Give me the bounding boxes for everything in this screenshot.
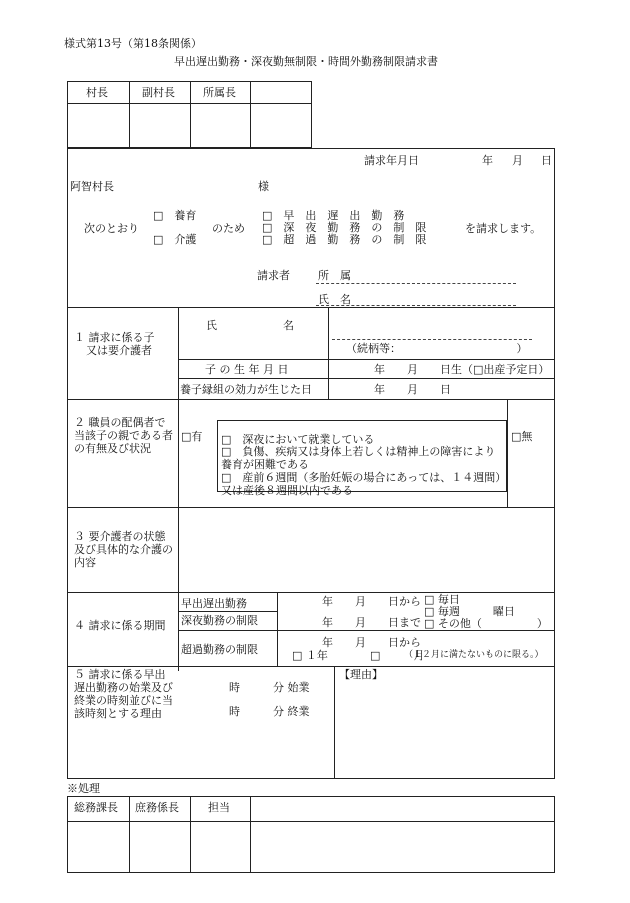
spouse-yes[interactable]: □有 [181,430,203,443]
period-overtime: 超過勤務の制限 [181,643,258,656]
opt-daily[interactable]: □ 毎日 [424,593,460,606]
for-label: のため [212,222,245,235]
care-option-childcare[interactable]: □ 養育 [153,209,197,222]
name-field[interactable] [316,305,516,306]
processing-label: ※処理 [67,782,100,795]
relation-field[interactable]: （続柄等： ） [346,342,528,355]
dept-label: 所 属 [318,269,351,282]
adopt-label: 養子縁組の効力が生じた日 [180,383,312,396]
period-from[interactable]: 年 月 日から [322,595,421,608]
end-time[interactable]: 時 分 終業 [229,705,310,718]
proc-col-chief: 庶務係長 [135,801,179,814]
overtime-months[interactable]: □ 月 [370,649,425,662]
work-option-early-late[interactable]: □ 早 出 遅 出 勤 務 [262,209,405,222]
overtime-from[interactable]: 年 月 日から [322,636,421,649]
sec3-label: ３ 要介護者の状態及び具体的な介護の内容 [74,530,173,569]
period-until[interactable]: 年 月 日まで [322,616,421,629]
work-option-overtime[interactable]: □ 超 過 勤 務 の 制 限 [262,233,427,246]
spouse-no[interactable]: □無 [511,430,533,443]
request-date-label: 請求年月日 [364,154,419,167]
care-option-nursing[interactable]: □ 介護 [153,233,197,246]
child-name-field[interactable] [332,339,532,340]
opt-other[interactable]: □ その他（ ） [424,617,548,630]
spouse-item-maternity[interactable]: □ 産前６週間（多胎妊娠の場合にあっては、１４週間）又は産後８週間以内である [221,471,501,497]
proc-col-general-affairs: 総務課長 [74,801,118,814]
sec1-label-2: 又は要介護者 [86,344,152,357]
sec1-label-1: １ 請求に係る子 [74,331,155,344]
reason-label: 【理由】 [339,668,383,681]
requester-label: 請求者 [257,269,290,282]
opt-weekly[interactable]: □ 毎週 曜日 [424,605,515,618]
approval-col-dept: 所属長 [203,86,236,99]
approval-col-vice: 副村長 [142,86,175,99]
request-month: 月 [512,154,523,167]
addressee: 阿智村長 [70,180,114,193]
request-suffix: を請求します。 [465,222,542,235]
form-title: 早出遅出勤務・深夜勤無制限・時間外勤務制限請求書 [174,55,438,68]
request-year: 年 [482,154,493,167]
request-day: 日 [541,154,552,167]
sec5-label: ５ 請求に係る早出遅出勤務の始業及び終業の時刻並びに当該時刻とする理由 [74,668,173,720]
sec4-label: ４ 請求に係る期間 [74,619,166,632]
period-early-late: 早出遅出勤務 [181,597,247,610]
birth-label: 子 の 生 年 月 日 [205,363,289,376]
overtime-months-note: （１２月に満たないものに限る。） [404,650,544,660]
form-number: 様式第13号（第18条関係） [64,37,202,50]
proc-col-staff: 担当 [208,801,230,814]
start-time[interactable]: 時 分 始業 [229,681,310,694]
name-label: 氏 名 [318,293,351,306]
approval-col-head: 村長 [86,86,108,99]
adopt-value[interactable]: 年 月 日 [374,383,451,396]
spouse-item-night[interactable]: □ 深夜において就業している [221,433,375,446]
sec2-label: ２ 職員の配偶者で当該子の親である者の有無及び状況 [74,416,173,455]
honorific: 様 [258,180,269,193]
work-option-night[interactable]: □ 深 夜 勤 務 の 制 限 [262,221,427,234]
spouse-item-illness[interactable]: □ 負傷、疾病又は身体上若しくは精神上の障害により養育が困難である [221,445,496,471]
overtime-one-year[interactable]: □ １年 [292,649,328,662]
period-night: 深夜勤務の制限 [181,614,258,627]
sec1-name-label: 氏 名 [206,319,294,332]
dept-field[interactable] [316,283,516,284]
birth-value[interactable]: 年 月 日生（□出産予定日） [374,363,550,376]
as-follows: 次のとおり [84,222,139,235]
